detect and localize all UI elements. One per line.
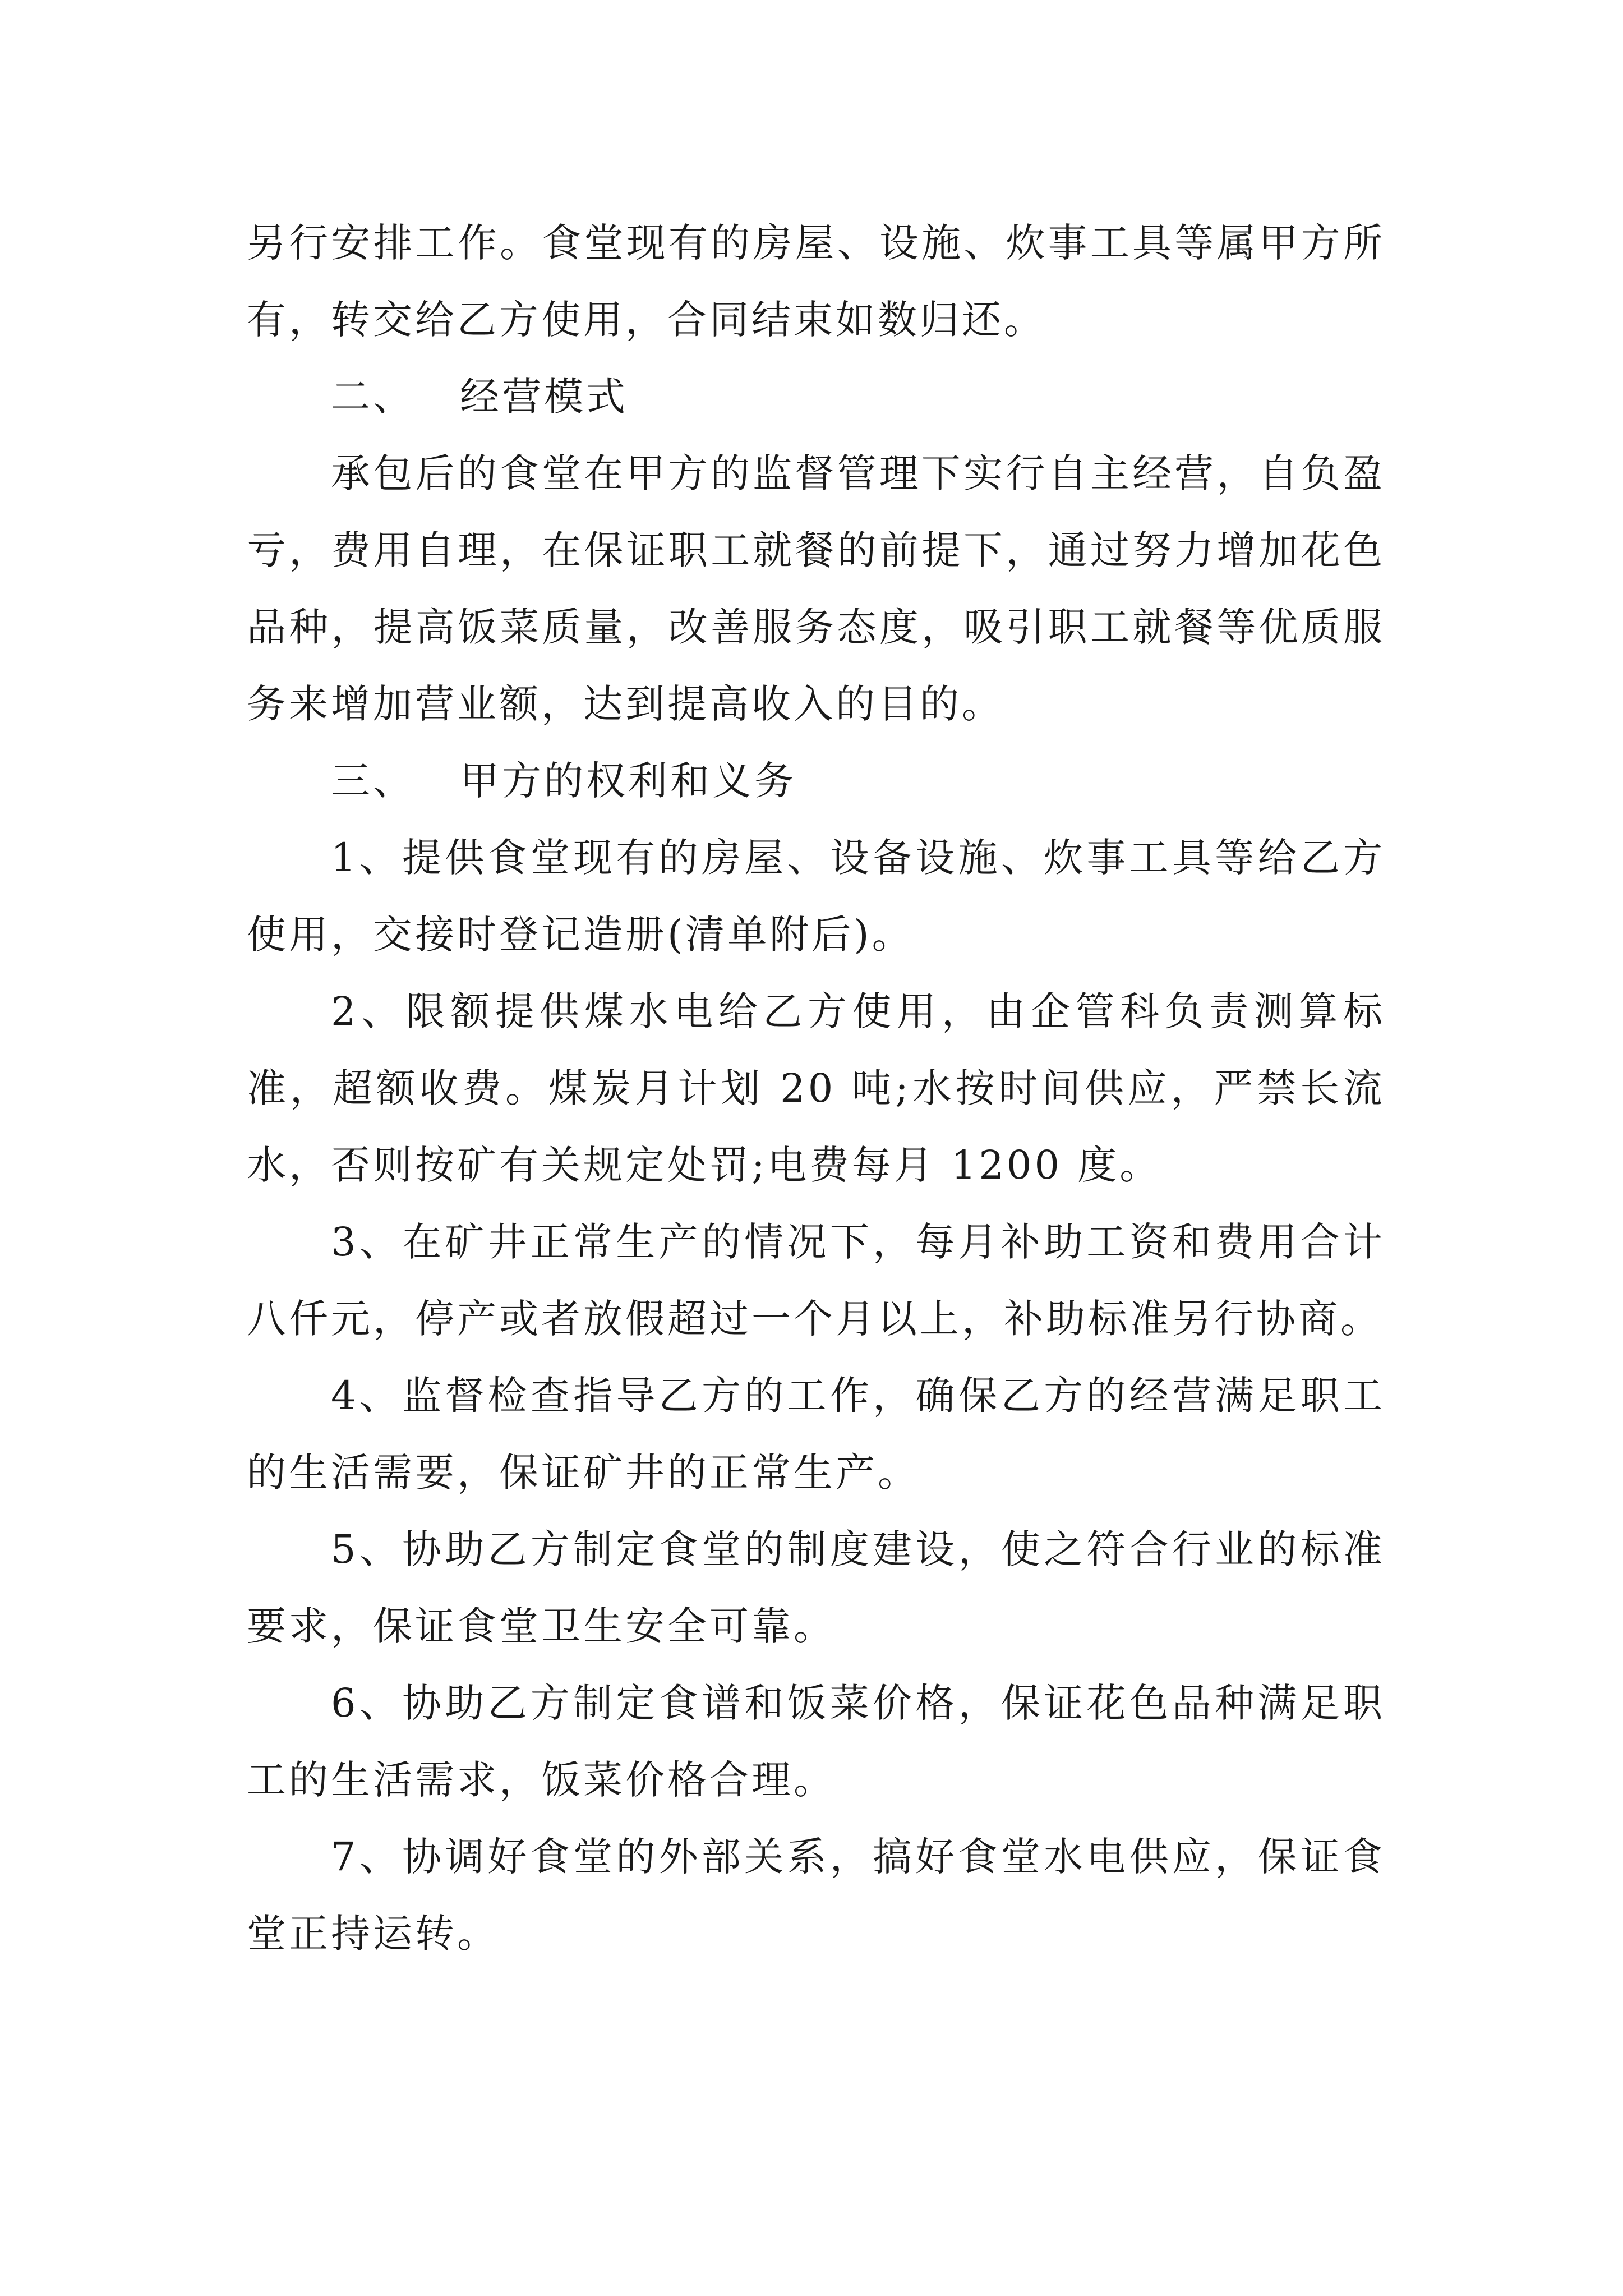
list-item-6: 6、协助乙方制定食谱和饭菜价格，保证花色品种满足职工的生活需求，饭菜价格合理。: [247, 1680, 1385, 1803]
list-item-3: 3、在矿井正常生产的情况下，每月补助工资和费用合计八仟元，停产或者放假超过一个月以上，补助标准另行协商。: [247, 1219, 1385, 1342]
list-item-4: 4、监督检查指导乙方的工作，确保乙方的经营满足职工的生活需要，保证矿井的正常生产。: [247, 1373, 1385, 1496]
list-item-7: 7、协调好食堂的外部关系，搞好食堂水电供应，保证食堂正持运转。: [247, 1834, 1385, 1957]
list-item-5: 5、协助乙方制定食堂的制度建设，使之符合行业的标准要求，保证食堂卫生安全可靠。: [247, 1526, 1385, 1649]
section-number: 二、: [331, 374, 415, 420]
list-item-2: 2、限额提供煤水电给乙方使用，由企管科负责测算标准，超额收费。煤炭月计划 20 吨;水按时间供应，严禁长流水，否则按矿有关规定处罚;电费每月 1200 度。: [247, 988, 1385, 1188]
section-number: 三、: [331, 758, 415, 804]
section-heading-operation-mode: [247, 358, 1385, 435]
list-item-1: 1、提供食堂现有的房屋、设备设施、炊事工具等给乙方使用，交接时登记造册(清单附后)。: [247, 835, 1385, 958]
paragraph-operation-mode: 承包后的食堂在甲方的监督管理下实行自主经营，自负盈亏，费用自理，在保证职工就餐的前提下，通过努力增加花色品种，提高饭菜质量，改善服务态度，吸引职工就餐等优质服务来增加营业额，达到提高收入的目的。: [247, 450, 1385, 727]
section-title: 经营模式: [460, 374, 628, 420]
paragraph-continuation: 另行安排工作。食堂现有的房屋、设施、炊事工具等属甲方所有，转交给乙方使用，合同结束如数归还。: [247, 220, 1385, 343]
section-heading-party-a-rights: [247, 743, 1385, 820]
document-body: [247, 205, 1385, 1972]
section-title: 甲方的权利和义务: [460, 758, 796, 804]
